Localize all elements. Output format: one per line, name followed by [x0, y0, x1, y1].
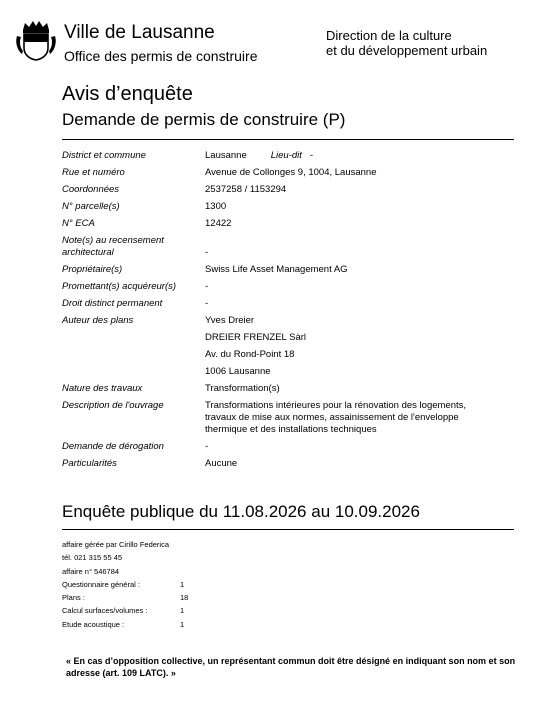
- row-eca: [62, 218, 522, 230]
- label-notes-line-2: architectural: [62, 247, 114, 258]
- row-promettant: [62, 281, 522, 293]
- value-derogation: -: [205, 441, 209, 452]
- value-auteur-street: Av. du Rond-Point 18: [205, 349, 295, 360]
- row-coordonnees: [62, 184, 522, 196]
- admin-plans-value: 18: [180, 593, 189, 603]
- admin-etude-value: 1: [180, 619, 185, 629]
- label-auteur: Auteur des plans: [62, 315, 134, 326]
- value-particularites: Aucune: [205, 458, 238, 469]
- row-district: [62, 150, 522, 162]
- value-parcelle: 1300: [205, 201, 227, 212]
- row-notes: [62, 235, 522, 259]
- row-rue: [62, 167, 522, 179]
- value-description-line-1: Transformations intérieures pour la rénovation des logements,: [205, 400, 467, 411]
- row-droit: [62, 298, 522, 310]
- page-subtitle: Demande de permis de construire (P): [62, 110, 346, 129]
- admin-calcul-label: Calcul surfaces/volumes :: [62, 606, 148, 616]
- value-coordonnees: 2537258 / 1153294: [205, 184, 287, 195]
- divider-bottom: [62, 529, 514, 530]
- admin-questionnaire-label: Questionnaire général :: [62, 579, 140, 589]
- department-name: [326, 28, 536, 58]
- admin-plans-label: Plans :: [62, 593, 85, 603]
- admin-calcul-value: 1: [180, 606, 185, 616]
- value-notes: -: [205, 247, 209, 258]
- value-lieu-dit: -: [309, 150, 314, 161]
- value-promettant: -: [205, 281, 209, 292]
- divider-top: [62, 139, 514, 140]
- label-eca: N° ECA: [62, 218, 95, 229]
- admin-case-number: affaire n° 546784: [62, 566, 120, 576]
- admin-info: [62, 540, 362, 633]
- label-nature: Nature des travaux: [62, 383, 143, 394]
- row-auteur: [62, 315, 522, 378]
- admin-etude-label: Etude acoustique :: [62, 619, 125, 629]
- label-rue: Rue et numéro: [62, 167, 125, 178]
- value-description-line-3: thermique et des installations techniques: [205, 424, 377, 435]
- label-coordonnees: Coordonnées: [62, 184, 120, 195]
- row-nature: [62, 383, 522, 395]
- page-title: Avis d’enquête: [62, 83, 193, 105]
- value-district: Lausanne: [205, 150, 247, 161]
- value-auteur-city: 1006 Lausanne: [205, 366, 271, 377]
- value-eca: 12422: [205, 218, 232, 229]
- admin-etude: [62, 620, 362, 629]
- value-droit: -: [205, 298, 209, 309]
- row-proprietaire: [62, 264, 522, 276]
- value-proprietaire: Swiss Life Asset Management AG: [205, 264, 348, 275]
- office-name: Office des permis de construire: [64, 48, 258, 64]
- opposition-note: « En cas d’opposition collective, un représentant commun doit être désigné en indiquant son nom et son adresse (art. 109 LATC). »: [66, 656, 516, 678]
- value-auteur-name: Yves Dreier: [205, 315, 255, 326]
- label-district: District et commune: [62, 150, 146, 161]
- page-header: [14, 14, 538, 70]
- row-parcelle: [62, 201, 522, 213]
- admin-managed-by: affaire gérée par Cirillo Federica: [62, 540, 169, 549]
- admin-questionnaire: [62, 580, 362, 589]
- label-derogation: Demande de dérogation: [62, 441, 164, 452]
- row-description: [62, 400, 522, 436]
- label-droit: Droit distinct permanent: [62, 298, 163, 309]
- value-nature: Transformation(s): [205, 383, 280, 394]
- label-description: Description de l'ouvrage: [62, 400, 164, 411]
- admin-phone: tél. 021 315 55 45: [62, 553, 123, 563]
- value-auteur-company: DREIER FRENZEL Sàrl: [205, 332, 306, 343]
- admin-questionnaire-value: 1: [180, 579, 185, 589]
- department-line-2: et du développement urbain: [326, 43, 488, 58]
- department-line-1: Direction de la culture: [326, 28, 452, 43]
- admin-plans: [62, 593, 362, 602]
- label-notes-line-1: Note(s) au recensement: [62, 235, 164, 246]
- row-particularites: [62, 458, 522, 470]
- city-name: Ville de Lausanne: [64, 22, 215, 43]
- label-lieu-dit: Lieu-dit: [270, 150, 302, 161]
- lausanne-coat-of-arms-logo: [14, 18, 58, 62]
- enquete-dates: Enquête publique du 11.08.2026 au 10.09.2026: [62, 502, 420, 521]
- value-description-line-2: travaux de mise aux normes, assainissement de l'enveloppe: [205, 412, 459, 423]
- label-particularites: Particularités: [62, 458, 117, 469]
- admin-calcul: [62, 606, 362, 615]
- label-proprietaire: Propriétaire(s): [62, 264, 123, 275]
- row-derogation: [62, 441, 522, 453]
- label-parcelle: N° parcelle(s): [62, 201, 120, 212]
- permit-details: [62, 150, 522, 470]
- value-rue: Avenue de Collonges 9, 1004, Lausanne: [205, 167, 377, 178]
- label-promettant: Promettant(s) acquéreur(s): [62, 281, 177, 292]
